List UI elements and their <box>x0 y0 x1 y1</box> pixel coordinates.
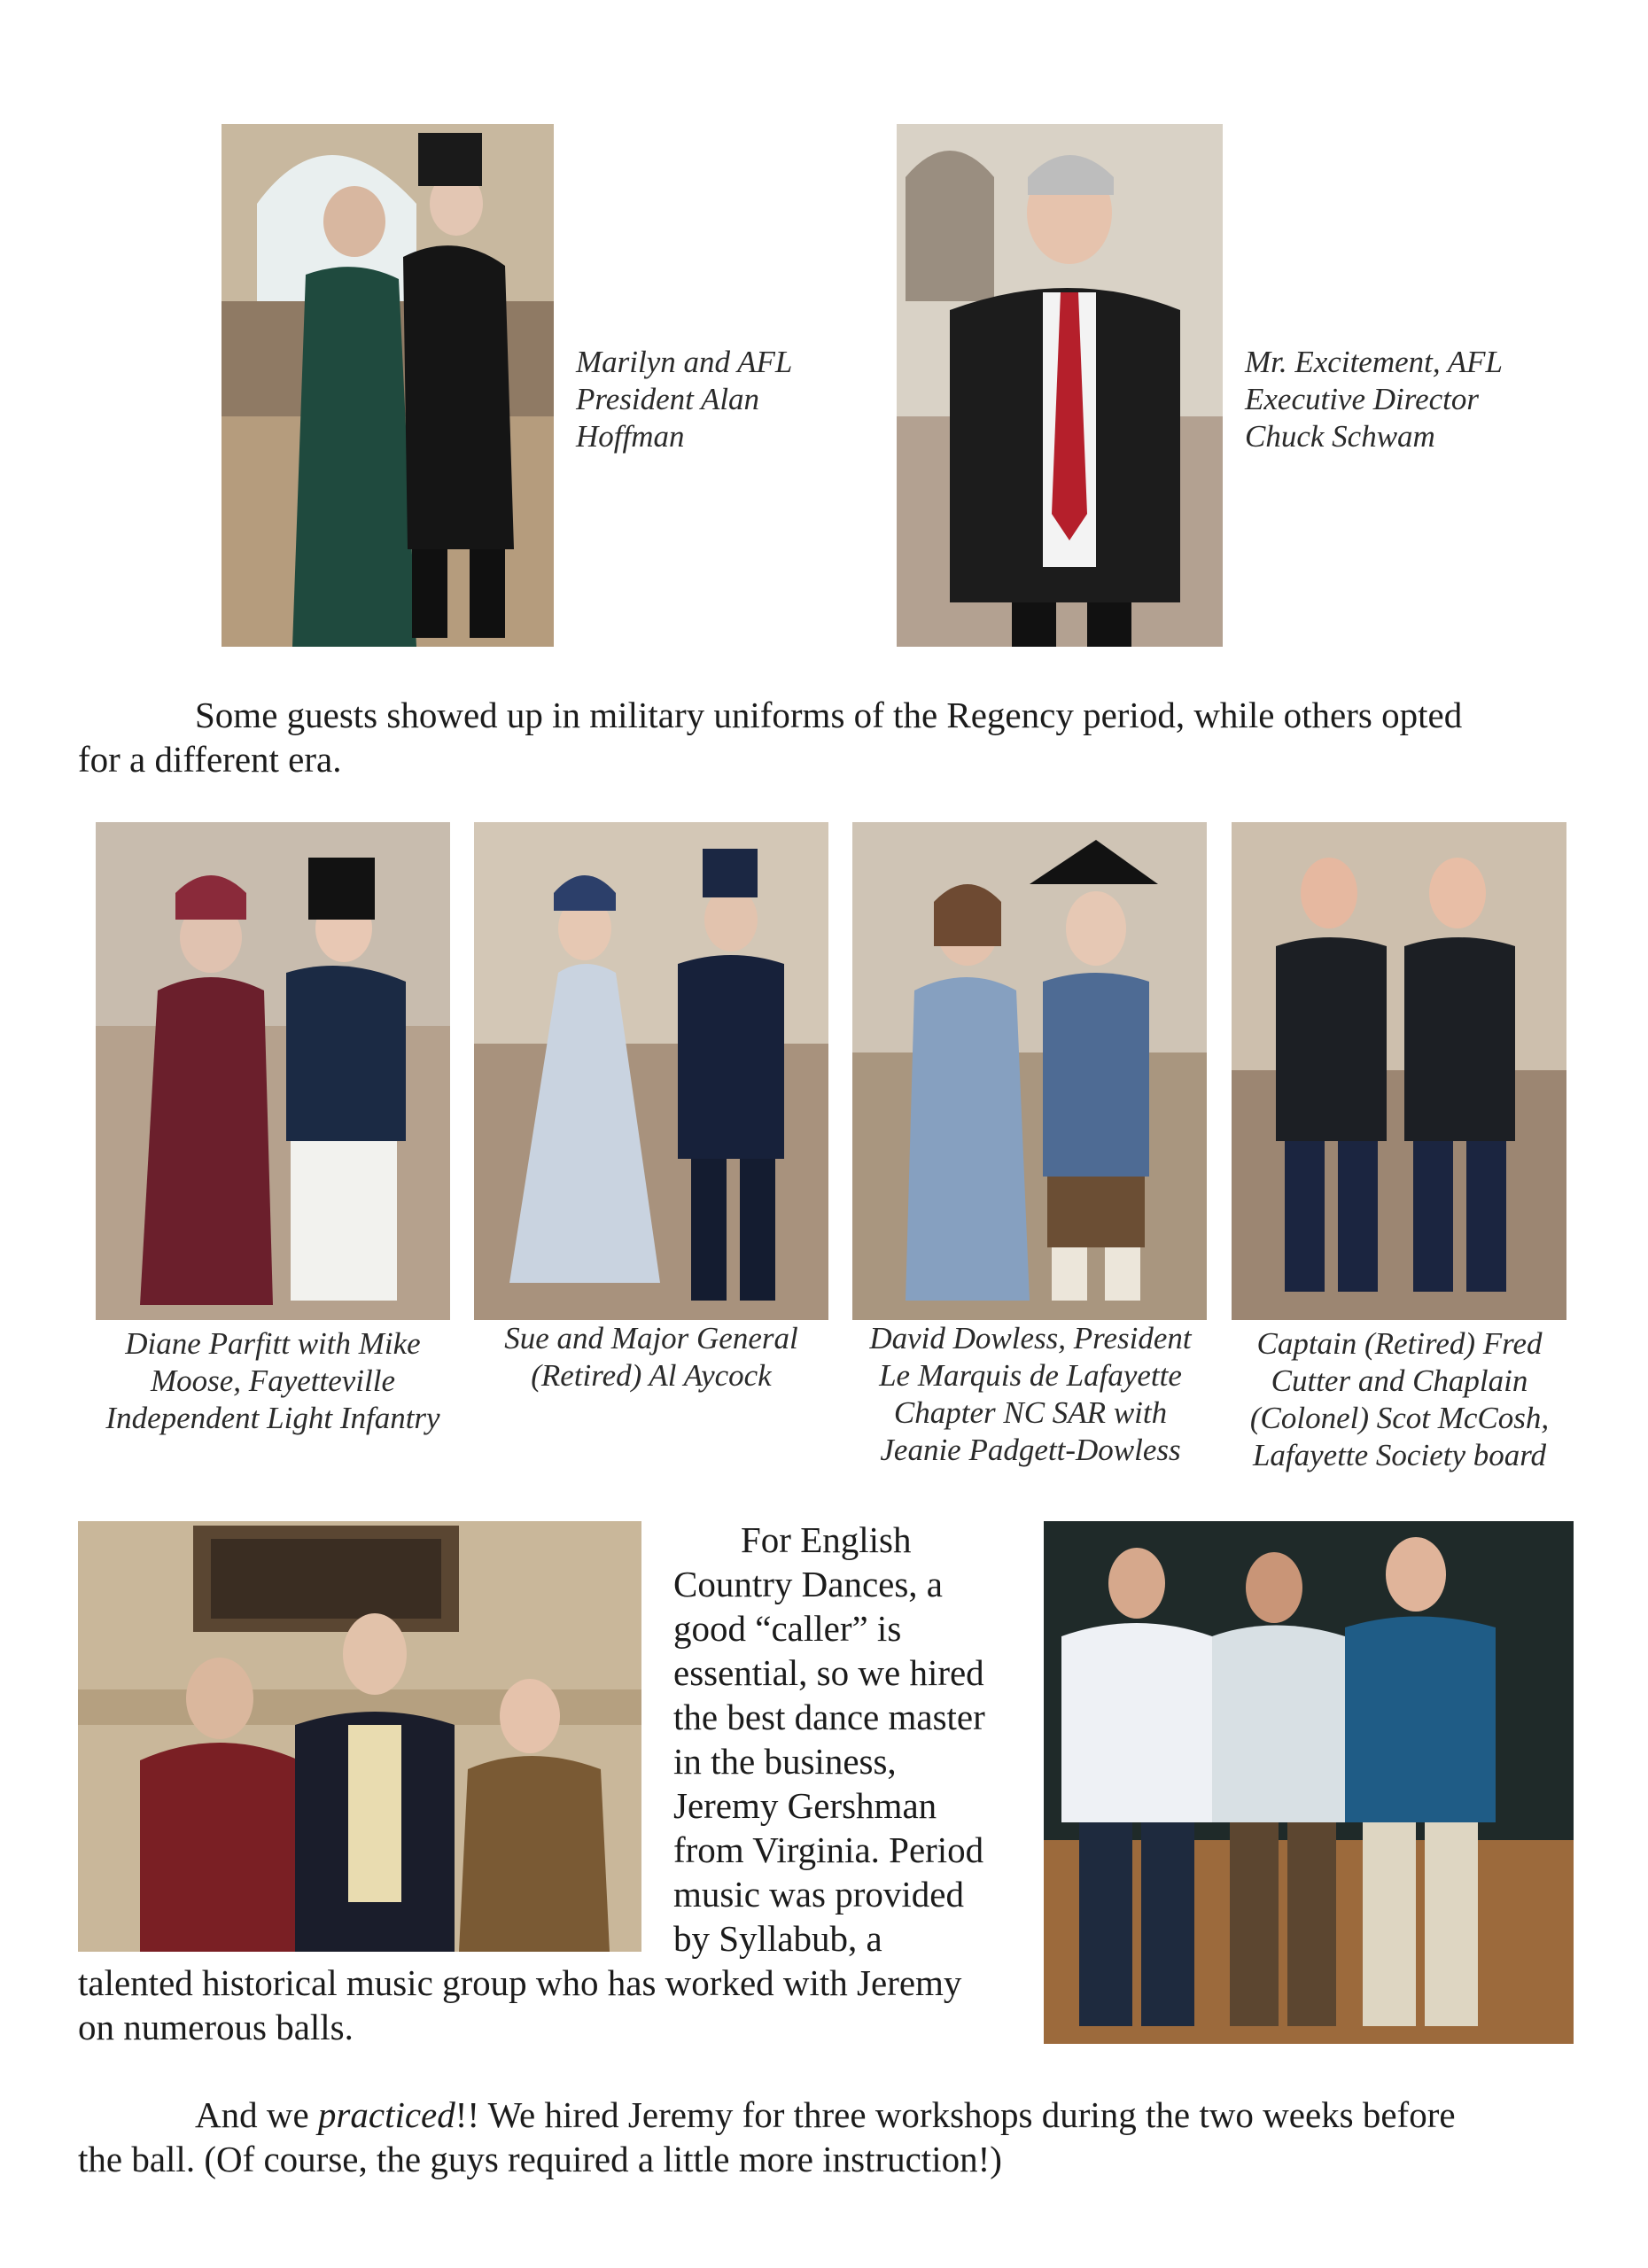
emphasis-practiced: practiced <box>317 2094 455 2135</box>
photo-david-jeanie-dowless <box>852 822 1207 1320</box>
photo-dance-workshop <box>1044 1521 1574 2044</box>
photo-diane-parfitt-mike-moose <box>96 822 450 1320</box>
caption-row-2: Sue and Major General (Retired) Al Aycock <box>504 1321 798 1393</box>
paragraph-dance-master-continued: talented historical music group who has worked with Jeremy on numerous balls. <box>78 1962 962 2047</box>
paragraph-practice: And we practiced!! We hired Jeremy for three workshops during the two weeks before the ball. (Of course, the guys required a little more instruction!) <box>78 2094 1456 2179</box>
caption-top-2: Mr. Excitement, AFL Executive Director Chuck Schwam <box>1245 345 1503 454</box>
paragraph-uniforms: Some guests showed up in military uniforms of the Regency period, while others opted for a different era. <box>78 695 1463 780</box>
caption-row-4: Captain (Retired) Fred Cutter and Chaplain (Colonel) Scot McCosh, Lafayette Society board <box>1249 1326 1550 1472</box>
photo-chuck-schwam <box>897 124 1223 647</box>
caption-top-1: Marilyn and AFL President Alan Hoffman <box>576 345 793 454</box>
photo-marilyn-and-alan-hoffman <box>222 124 554 647</box>
paragraph-dance-master: For English Country Dances, a good “caller” is essential, so we hired the best dance master in the business, Jeremy Gershman from Virginia. Period music was provided by Syllabub, a <box>673 1519 985 1959</box>
caption-row-3: David Dowless, President Le Marquis de Lafayette Chapter NC SAR with Jeanie Padgett-Dowless <box>869 1321 1192 1467</box>
photo-fred-cutter-scot-mccosh <box>1232 822 1566 1320</box>
photo-jeremy-gershman-and-musicians <box>78 1521 641 1952</box>
photo-sue-al-aycock <box>474 822 828 1320</box>
caption-row-1: Diane Parfitt with Mike Moose, Fayetteville Independent Light Infantry <box>105 1326 440 1435</box>
